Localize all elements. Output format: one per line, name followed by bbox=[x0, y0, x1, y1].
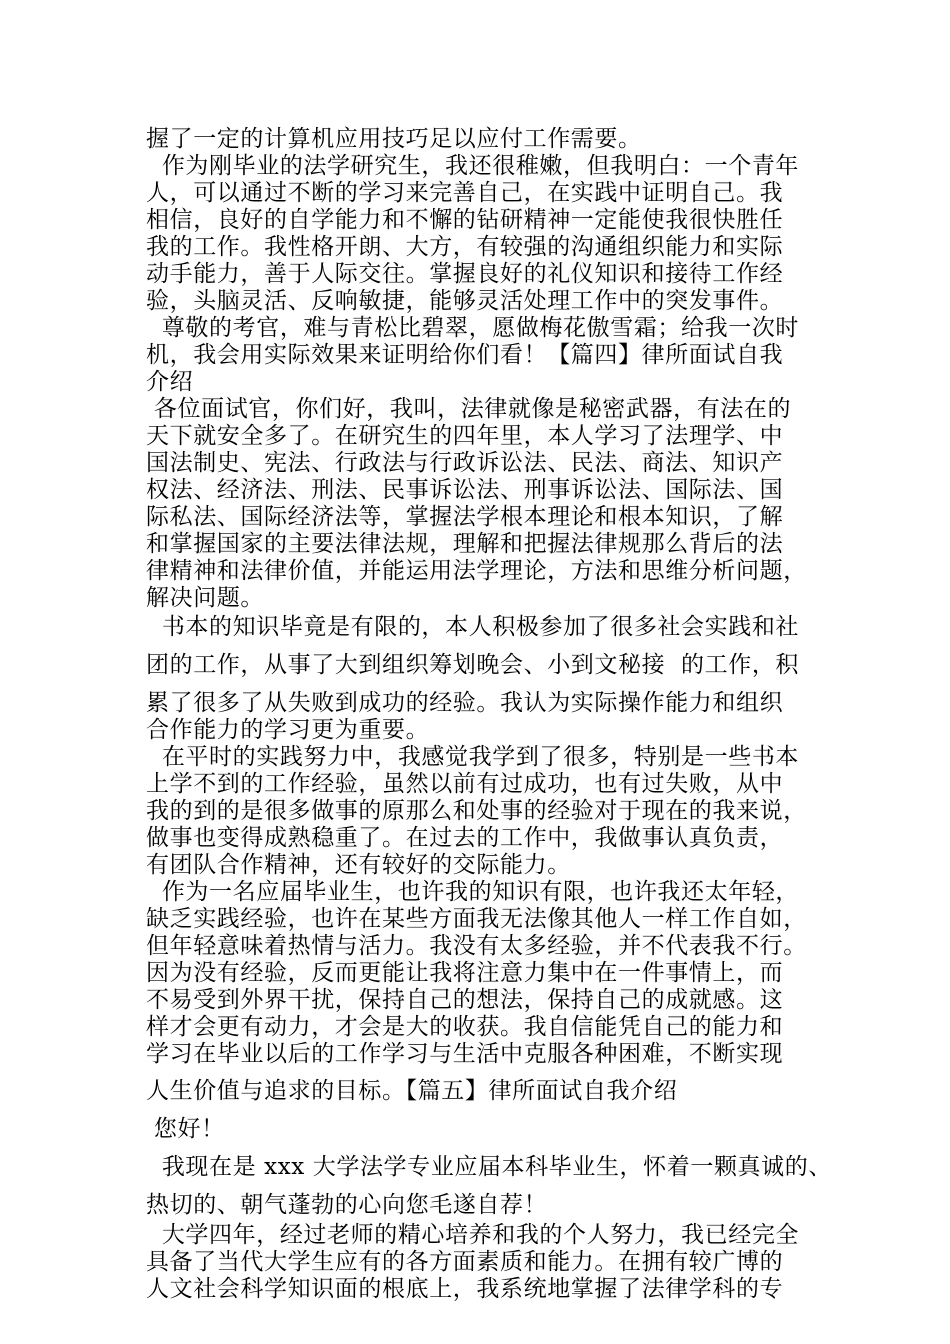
text-line: 做事也变得成熟稳重了。在过去的工作中，我做事认真负责， bbox=[146, 825, 784, 851]
text-line: 握了一定的计算机应用技巧足以应付工作需要。 bbox=[146, 126, 642, 152]
text-line: 相信，良好的自学能力和不懈的钻研精神一定能使我很快胜任 bbox=[146, 207, 784, 233]
text-line: 人，可以通过不断的学习来完善自己，在实践中证明自己。我 bbox=[146, 180, 784, 206]
text-line: 国法制史、宪法、行政法与行政诉讼法、民法、商法、知识产 bbox=[146, 450, 784, 476]
text-line: 学习在毕业以后的工作学习与生活中克服各种困难，不断实现 bbox=[146, 1041, 784, 1067]
text-line: 缺乏实践经验，也许在某些方面我无法像其他人一样工作自如， bbox=[146, 906, 807, 932]
text-line: 权法、经济法、刑法、民事诉讼法、刑事诉讼法、国际法、国 bbox=[146, 477, 784, 503]
text-line: 际私法、国际经济法等，掌握法学根本理论和根本知识，了解 bbox=[146, 504, 784, 530]
text-line: 律精神和法律价值，并能运用法学理论，方法和思维分析问题， bbox=[146, 558, 807, 584]
text-line: 尊敬的考官，难与青松比碧翠，愿做梅花傲雪霜；给我一次时 bbox=[146, 315, 800, 341]
text-line: 累了很多了从失败到成功的经验。我认为实际操作能力和组织 bbox=[146, 690, 784, 716]
text-line: 机，我会用实际效果来证明给你们看！【篇四】律所面试自我 bbox=[146, 342, 784, 368]
text-line: 介绍 bbox=[146, 369, 194, 395]
text-line: 在平时的实践努力中，我感觉我学到了很多，特别是一些书本 bbox=[146, 744, 800, 770]
text-line: 合作能力的学习更为重要。 bbox=[146, 717, 430, 743]
text-line: 因为没有经验，反而更能让我将注意力集中在一件事情上，而 bbox=[146, 960, 784, 986]
text-line: 和掌握国家的主要法律法规，理解和把握法律规那么背后的法 bbox=[146, 531, 784, 557]
text-line: 我的工作。我性格开朗、大方，有较强的沟通组织能力和实际 bbox=[146, 234, 784, 260]
text-line: 热切的、朝气蓬勃的心向您毛遂自荐！ bbox=[146, 1192, 548, 1218]
text-line: 人生价值与追求的目标。【篇五】律所面试自我介绍 bbox=[146, 1078, 678, 1104]
text-line: 天下就安全多了。在研究生的四年里，本人学习了法理学、中 bbox=[146, 423, 784, 449]
text-line: 验，头脑灵活、反响敏捷，能够灵活处理工作中的突发事件。 bbox=[146, 288, 784, 314]
text-line: 上学不到的工作经验，虽然以前有过成功，也有过失败，从中 bbox=[146, 771, 784, 797]
text-line: 不易受到外界干扰，保持自己的想法，保持自己的成就感。这 bbox=[146, 987, 784, 1013]
text-line: 您好！ bbox=[146, 1116, 225, 1142]
text-line: 各位面试官，你们好，我叫，法律就像是秘密武器，有法在的 bbox=[146, 396, 792, 422]
text-line: 具备了当代大学生应有的各方面素质和能力。在拥有较广博的 bbox=[146, 1249, 784, 1275]
text-line: 有团队合作精神，还有较好的交际能力。 bbox=[146, 852, 571, 878]
text-line: 但年轻意味着热情与活力。我没有太多经验，并不代表我不行。 bbox=[146, 933, 807, 959]
text-line: 我的到的是很多做事的原那么和处事的经验对于现在的我来说， bbox=[146, 798, 807, 824]
text-line: 团的工作，从事了大到组织筹划晚会、小到文秘接 的工作，积 bbox=[146, 652, 800, 678]
text-line: 书本的知识毕竟是有限的，本人积极参加了很多社会实践和社 bbox=[146, 614, 800, 640]
text-line: 作为一名应届毕业生，也许我的知识有限，也许我还太年轻， bbox=[146, 879, 800, 905]
text-line: 解决问题。 bbox=[146, 585, 264, 611]
text-line: 样才会更有动力，才会是大的收获。我自信能凭自己的能力和 bbox=[146, 1014, 784, 1040]
text-line: 我现在是 xxx 大学法学专业应届本科毕业生，怀着一颗真诚的、 bbox=[146, 1154, 832, 1180]
text-line: 动手能力，善于人际交往。掌握良好的礼仪知识和接待工作经 bbox=[146, 261, 784, 287]
text-line: 人文社会科学知识面的根底上，我系统地掌握了法律学科的专 bbox=[146, 1276, 784, 1302]
text-line: 大学四年，经过老师的精心培养和我的个人努力，我已经完全 bbox=[146, 1222, 800, 1248]
text-line: 作为刚毕业的法学研究生，我还很稚嫩，但我明白：一个青年 bbox=[146, 153, 800, 179]
